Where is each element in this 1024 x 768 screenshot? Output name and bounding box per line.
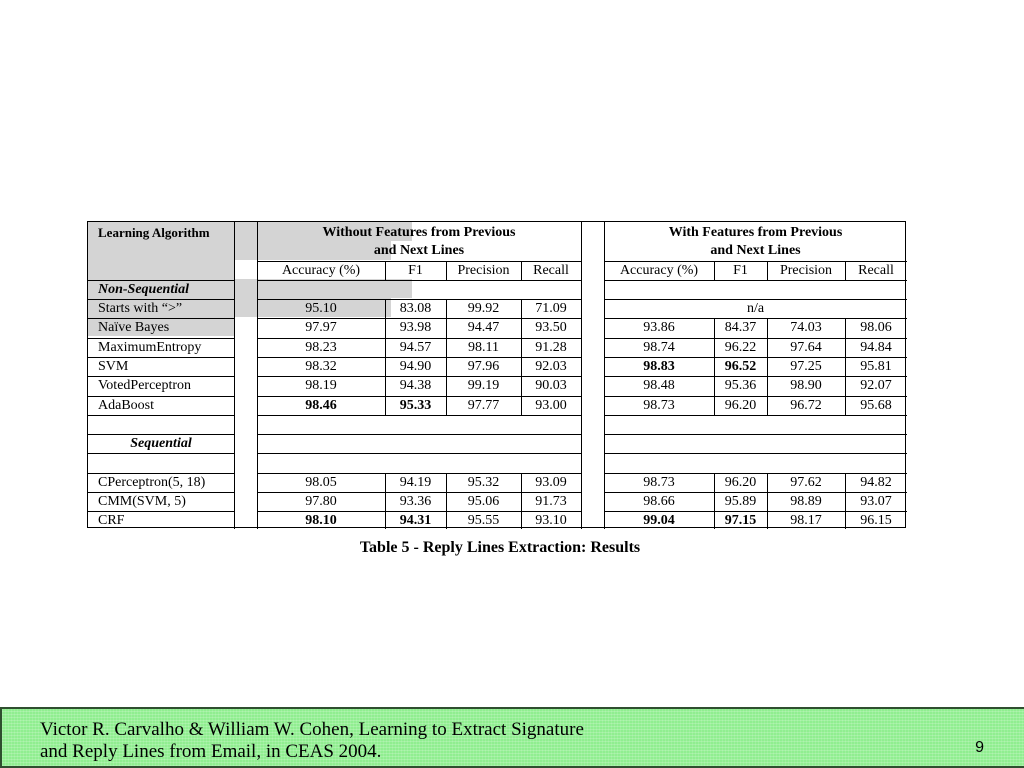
value-without-accuracy: 98.10 — [305, 513, 337, 528]
row-rule — [604, 299, 907, 300]
value-with-f1: 95.36 — [724, 378, 757, 393]
value-without-f1: 83.08 — [399, 301, 432, 316]
citation — [40, 719, 740, 763]
column-rule — [767, 318, 768, 415]
row-rule — [604, 415, 907, 416]
value-with-precision: 98.90 — [790, 378, 822, 393]
value-with-recall: 95.81 — [860, 359, 892, 374]
row-rule — [88, 338, 234, 339]
column-rule — [521, 261, 522, 280]
column-rule — [845, 473, 846, 529]
value-without-f1: 93.98 — [399, 320, 432, 335]
section-sequential: Sequential — [130, 436, 192, 451]
value-without-accuracy: 98.32 — [305, 359, 337, 374]
row-rule — [257, 357, 581, 358]
value-without-f1: 94.19 — [399, 475, 432, 490]
value-without-precision: 97.77 — [467, 398, 500, 413]
col-header-f1: F1 — [408, 263, 423, 278]
group-with-line-1: With Features from Previous — [668, 225, 843, 240]
page-number: 9 — [975, 739, 984, 756]
row-name: CMM(SVM, 5) — [98, 494, 186, 509]
row-rule — [88, 376, 234, 377]
value-with-recall: 98.06 — [860, 320, 892, 335]
col-header-precision: Precision — [457, 263, 510, 278]
value-without-f1: 94.38 — [399, 378, 432, 393]
column-rule — [714, 473, 715, 529]
column-rule — [257, 222, 258, 529]
value-without-f1: 94.31 — [399, 513, 432, 528]
footer-bar — [0, 707, 1024, 768]
column-rule — [767, 473, 768, 529]
row-rule — [257, 280, 581, 281]
value-without-precision: 97.96 — [467, 359, 500, 374]
value-with-f1: 96.22 — [724, 340, 757, 355]
column-rule — [446, 261, 447, 280]
row-name: AdaBoost — [98, 398, 154, 413]
row-rule — [88, 434, 234, 435]
column-rule — [714, 261, 715, 280]
row-rule — [604, 511, 907, 512]
row-rule — [257, 434, 581, 435]
value-with-accuracy: 93.86 — [643, 320, 675, 335]
col-header-accuracy: Accuracy (%) — [281, 263, 361, 278]
row-name: Starts with “>” — [98, 301, 183, 316]
column-rule — [446, 299, 447, 415]
value-with-precision: 98.17 — [790, 513, 822, 528]
row-rule — [604, 396, 907, 397]
value-without-recall: 93.09 — [535, 475, 567, 490]
column-rule — [385, 299, 386, 415]
value-with-recall: 94.84 — [860, 340, 892, 355]
value-without-accuracy: 98.19 — [305, 378, 337, 393]
row-rule — [604, 434, 907, 435]
row-rule — [604, 453, 907, 454]
row-name: CRF — [98, 513, 125, 528]
row-rule — [604, 473, 907, 474]
row-rule — [88, 473, 234, 474]
value-without-recall: 91.73 — [535, 494, 567, 509]
value-with-f1: 95.89 — [724, 494, 757, 509]
col-header-recall: Recall — [858, 263, 894, 278]
value-without-precision: 98.11 — [468, 340, 499, 355]
row-rule — [257, 511, 581, 512]
value-without-accuracy: 98.23 — [305, 340, 337, 355]
row-rule — [604, 492, 907, 493]
value-without-precision: 95.32 — [467, 475, 500, 490]
row-rule — [88, 453, 234, 454]
col-header-accuracy: Accuracy (%) — [619, 263, 699, 278]
row-rule — [257, 473, 581, 474]
value-with-f1: 84.37 — [724, 320, 757, 335]
column-rule — [385, 261, 386, 280]
value-without-recall: 93.00 — [535, 398, 567, 413]
value-with-accuracy: 98.73 — [643, 475, 675, 490]
value-without-precision: 95.55 — [467, 513, 500, 528]
value-with-precision: 97.64 — [790, 340, 822, 355]
row-rule — [604, 338, 907, 339]
value-with-recall: 93.07 — [860, 494, 892, 509]
citation-line-1: Victor R. Carvalho & William W. Cohen, Learning to Extract Signature — [40, 719, 584, 740]
value-with-accuracy: 98.66 — [643, 494, 675, 509]
row-name: Naïve Bayes — [98, 320, 170, 335]
value-without-recall: 92.03 — [535, 359, 567, 374]
value-with-precision: 96.72 — [790, 398, 822, 413]
value-without-accuracy: 95.10 — [305, 301, 337, 316]
value-with-f1: 96.20 — [724, 398, 757, 413]
row-rule — [257, 415, 581, 416]
value-with-recall: 95.68 — [860, 398, 892, 413]
value-with-recall: 96.15 — [860, 513, 892, 528]
value-with-precision: 74.03 — [790, 320, 822, 335]
value-with-precision: 98.89 — [790, 494, 822, 509]
value-without-f1: 93.36 — [399, 494, 432, 509]
value-without-recall: 93.50 — [535, 320, 567, 335]
col-header-precision: Precision — [779, 263, 833, 278]
header-learning-algorithm: Learning Algorithm — [98, 225, 210, 240]
column-rule — [845, 318, 846, 415]
value-without-accuracy: 98.46 — [305, 398, 337, 413]
row-name: SVM — [98, 359, 129, 374]
table-caption: Table 5 - Reply Lines Extraction: Results — [359, 539, 641, 556]
row-rule — [88, 492, 234, 493]
value-without-f1: 94.90 — [399, 359, 432, 374]
value-with-f1: 96.52 — [724, 359, 757, 374]
column-rule — [845, 261, 846, 280]
row-rule — [88, 511, 234, 512]
row-rule — [257, 318, 581, 319]
row-rule — [604, 376, 907, 377]
row-rule — [604, 357, 907, 358]
row-rule — [257, 396, 581, 397]
value-without-accuracy: 98.05 — [305, 475, 337, 490]
row-rule — [88, 299, 234, 300]
value-with-accuracy: 98.74 — [643, 340, 675, 355]
row-name: CPerceptron(5, 18) — [98, 475, 206, 490]
column-rule — [714, 318, 715, 415]
column-rule — [385, 473, 386, 529]
col-header-recall: Recall — [533, 263, 569, 278]
row-rule — [88, 357, 234, 358]
value-without-recall: 71.09 — [535, 301, 567, 316]
column-rule — [581, 222, 582, 529]
value-without-accuracy: 97.97 — [305, 320, 337, 335]
group-without-line-2: and Next Lines — [373, 243, 465, 258]
column-rule — [446, 473, 447, 529]
value-with-f1: 96.20 — [724, 475, 757, 490]
value-with-accuracy: 98.48 — [643, 378, 675, 393]
column-rule — [521, 299, 522, 415]
value-without-accuracy: 97.80 — [305, 494, 337, 509]
row-rule — [257, 299, 581, 300]
row-rule — [257, 453, 581, 454]
column-rule — [521, 473, 522, 529]
row-rule — [88, 280, 234, 281]
row-rule — [604, 280, 907, 281]
results-table — [87, 221, 906, 528]
value-without-recall: 91.28 — [535, 340, 567, 355]
column-rule — [234, 222, 235, 529]
column-rule — [604, 222, 605, 529]
column-rule — [767, 261, 768, 280]
value-without-f1: 95.33 — [399, 398, 432, 413]
row-rule — [88, 318, 234, 319]
value-na: n/a — [746, 301, 765, 316]
section-non-sequential: Non-Sequential — [98, 282, 190, 297]
row-rule — [257, 492, 581, 493]
value-with-precision: 97.25 — [790, 359, 822, 374]
value-with-f1: 97.15 — [724, 513, 757, 528]
value-without-recall: 93.10 — [535, 513, 567, 528]
row-rule — [88, 396, 234, 397]
row-rule — [88, 415, 234, 416]
row-rule — [257, 338, 581, 339]
value-with-recall: 94.82 — [860, 475, 892, 490]
row-name: MaximumEntropy — [98, 340, 202, 355]
col-header-f1: F1 — [733, 263, 748, 278]
value-without-precision: 99.92 — [467, 301, 500, 316]
row-name: VotedPerceptron — [98, 378, 192, 393]
section-shade-name — [88, 260, 234, 279]
value-without-precision: 95.06 — [467, 494, 500, 509]
group-with-line-2: and Next Lines — [710, 243, 801, 258]
row-rule — [257, 261, 581, 262]
value-without-precision: 94.47 — [467, 320, 500, 335]
value-without-f1: 94.57 — [399, 340, 432, 355]
value-with-recall: 92.07 — [860, 378, 892, 393]
group-without-line-1: Without Features from Previous — [322, 225, 516, 240]
value-with-precision: 97.62 — [790, 475, 822, 490]
citation-line-2: and Reply Lines from Email, in CEAS 2004. — [40, 741, 382, 762]
row-rule — [604, 261, 907, 262]
value-with-accuracy: 98.83 — [643, 359, 675, 374]
row-rule — [604, 318, 907, 319]
value-with-accuracy: 98.73 — [643, 398, 675, 413]
row-rule — [257, 376, 581, 377]
value-without-recall: 90.03 — [535, 378, 567, 393]
value-with-accuracy: 99.04 — [643, 513, 675, 528]
value-without-precision: 99.19 — [467, 378, 500, 393]
